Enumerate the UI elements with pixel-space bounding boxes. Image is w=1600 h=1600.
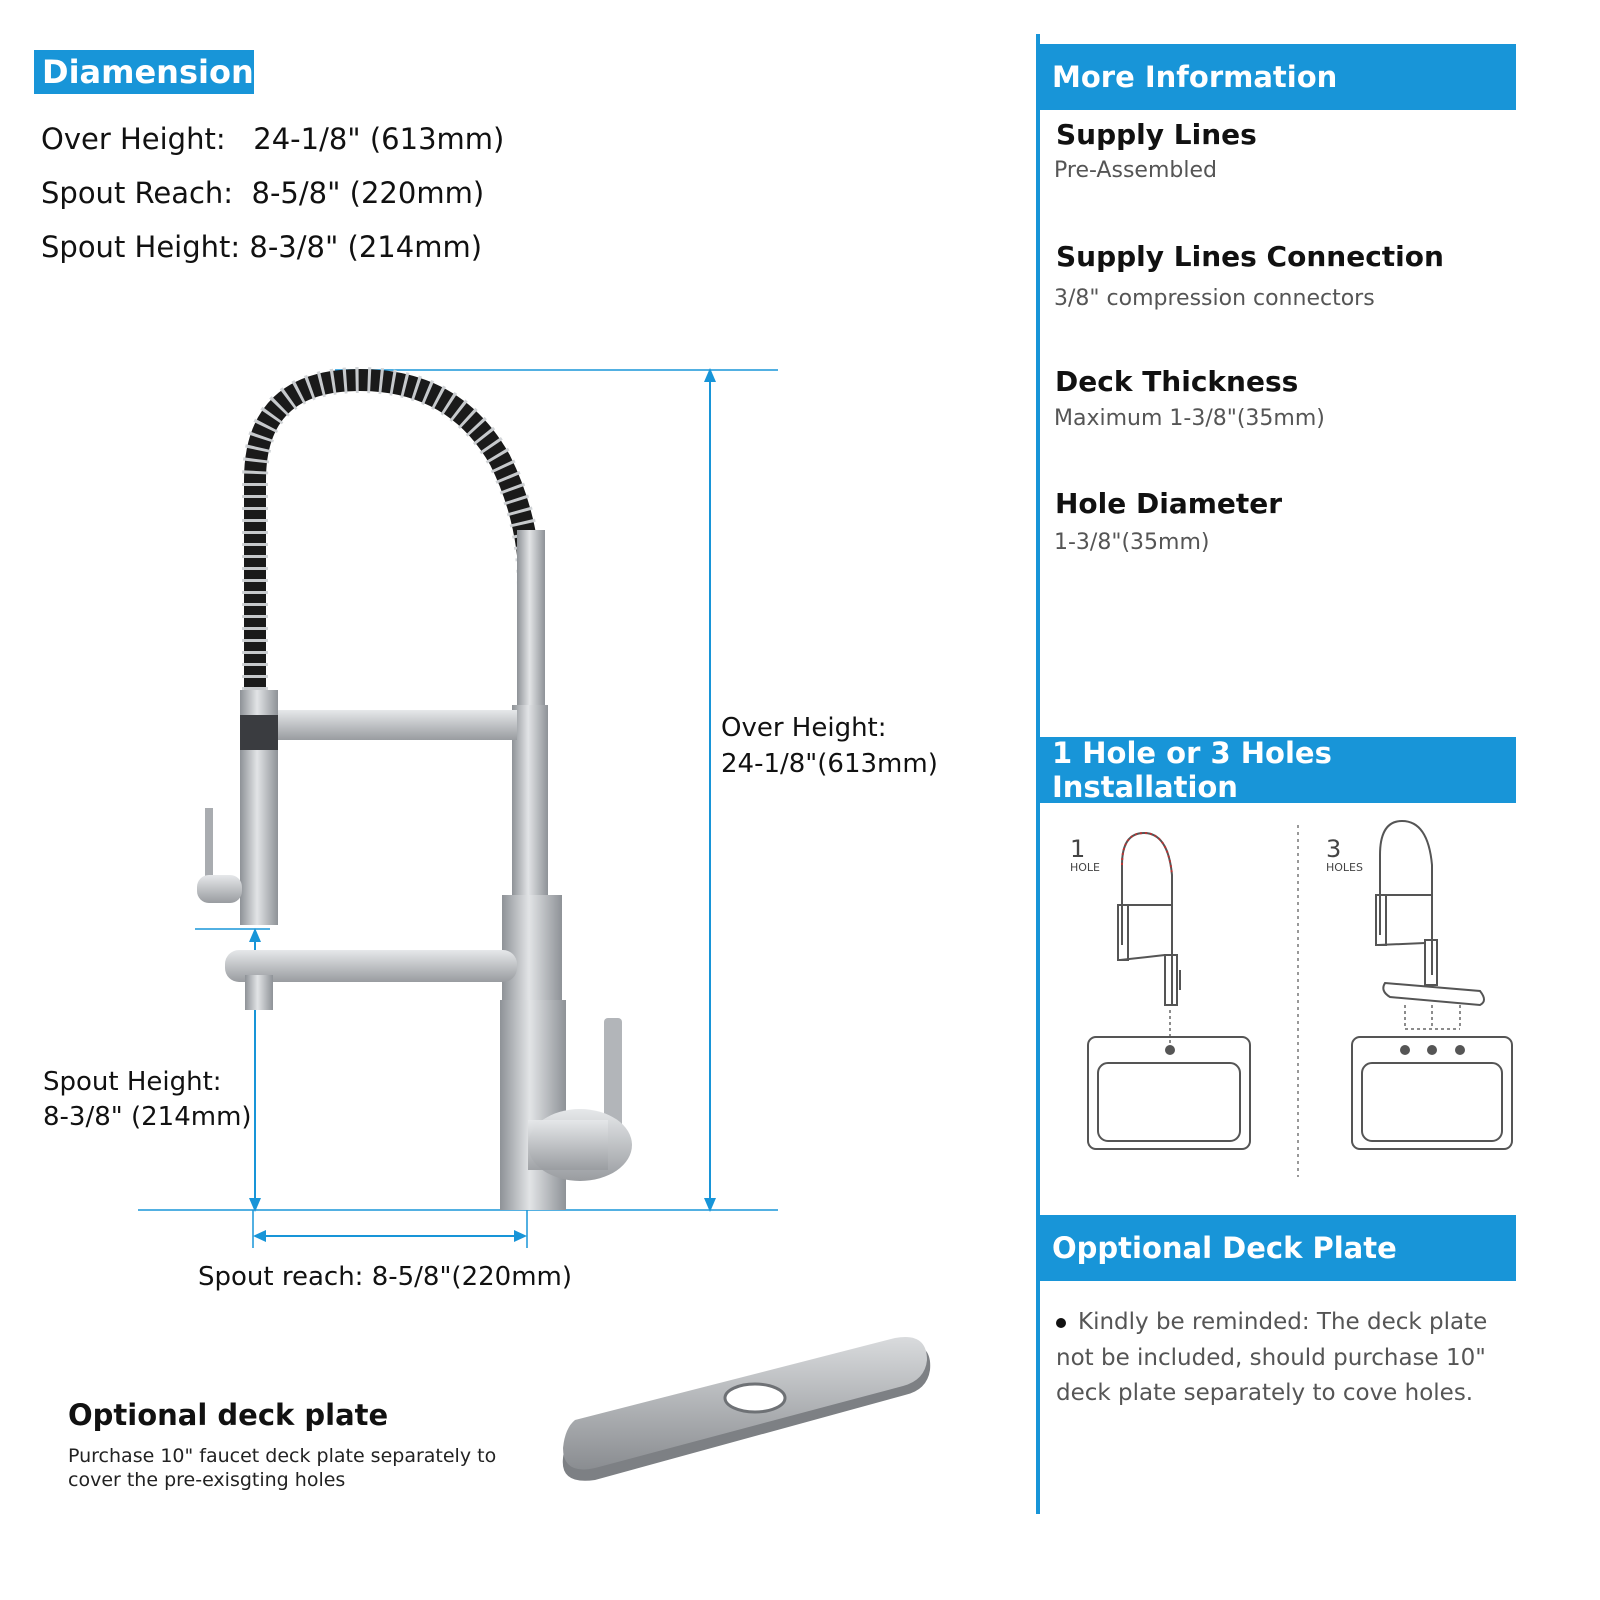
faucet-illustration [197, 380, 632, 1210]
deck-plate-bullet [1056, 1318, 1066, 1328]
faucet-diagram [0, 330, 1000, 1292]
more-info-heading: More Information [1040, 44, 1516, 110]
info-hole-diameter-value: 1-3/8"(35mm) [1054, 530, 1210, 555]
info-hole-diameter-title: Hole Diameter [1055, 487, 1283, 520]
deck-plate-note-line1: Kindly be reminded: The deck plate [1078, 1309, 1488, 1335]
over-height-arrow [704, 368, 716, 1212]
deck-plate-image [555, 1330, 945, 1490]
three-holes-number: 3 [1326, 835, 1342, 863]
dimension-line-over-height: Over Height: 24-1/8" (613mm) [41, 122, 505, 156]
installation-heading: 1 Hole or 3 Holes Installation [1040, 737, 1516, 803]
info-connection-title: Supply Lines Connection [1056, 240, 1444, 273]
three-holes-label: HOLES [1326, 861, 1363, 874]
over-height-label: Over Height: [721, 713, 887, 743]
one-hole-label: HOLE [1070, 861, 1101, 874]
deck-plate-heading: Opptional Deck Plate [1040, 1215, 1516, 1281]
deck-plate-line1: Purchase 10" faucet deck plate separately to [68, 1445, 497, 1467]
spout-reach-arrow [253, 1210, 527, 1248]
info-supply-lines-value: Pre-Assembled [1054, 158, 1217, 183]
info-supply-lines-title: Supply Lines [1056, 118, 1257, 151]
installation-diagram [1040, 805, 1516, 1185]
three-holes-sink [1352, 1037, 1512, 1149]
deck-plate-note-line2: not be included, should purchase 10" [1056, 1345, 1486, 1371]
info-deck-thickness-title: Deck Thickness [1055, 365, 1299, 398]
one-hole-number: 1 [1070, 835, 1086, 863]
spout-height-value: 8-3/8" (214mm) [43, 1102, 252, 1132]
dimension-heading: Diamension: [34, 50, 254, 94]
deck-plate-note-line3: deck plate separately to cove holes. [1056, 1380, 1474, 1406]
over-height-value: 24-1/8"(613mm) [721, 749, 938, 779]
info-connection-value: 3/8" compression connectors [1054, 286, 1375, 311]
info-deck-thickness-value: Maximum 1-3/8"(35mm) [1054, 406, 1325, 431]
one-hole-faucet-sketch [1118, 833, 1180, 1005]
dimension-line-spout-height: Spout Height: 8-3/8" (214mm) [41, 230, 483, 264]
deck-plate-line2: cover the pre-exisgting holes [68, 1469, 346, 1491]
one-hole-sink [1088, 1037, 1250, 1149]
three-holes-faucet-sketch [1376, 821, 1484, 1005]
spout-height-label: Spout Height: [43, 1067, 222, 1097]
dimension-line-spout-reach: Spout Reach: 8-5/8" (220mm) [41, 176, 485, 210]
spout-reach-label: Spout reach: 8-5/8"(220mm) [198, 1262, 572, 1292]
deck-plate-title: Optional deck plate [68, 1398, 389, 1432]
